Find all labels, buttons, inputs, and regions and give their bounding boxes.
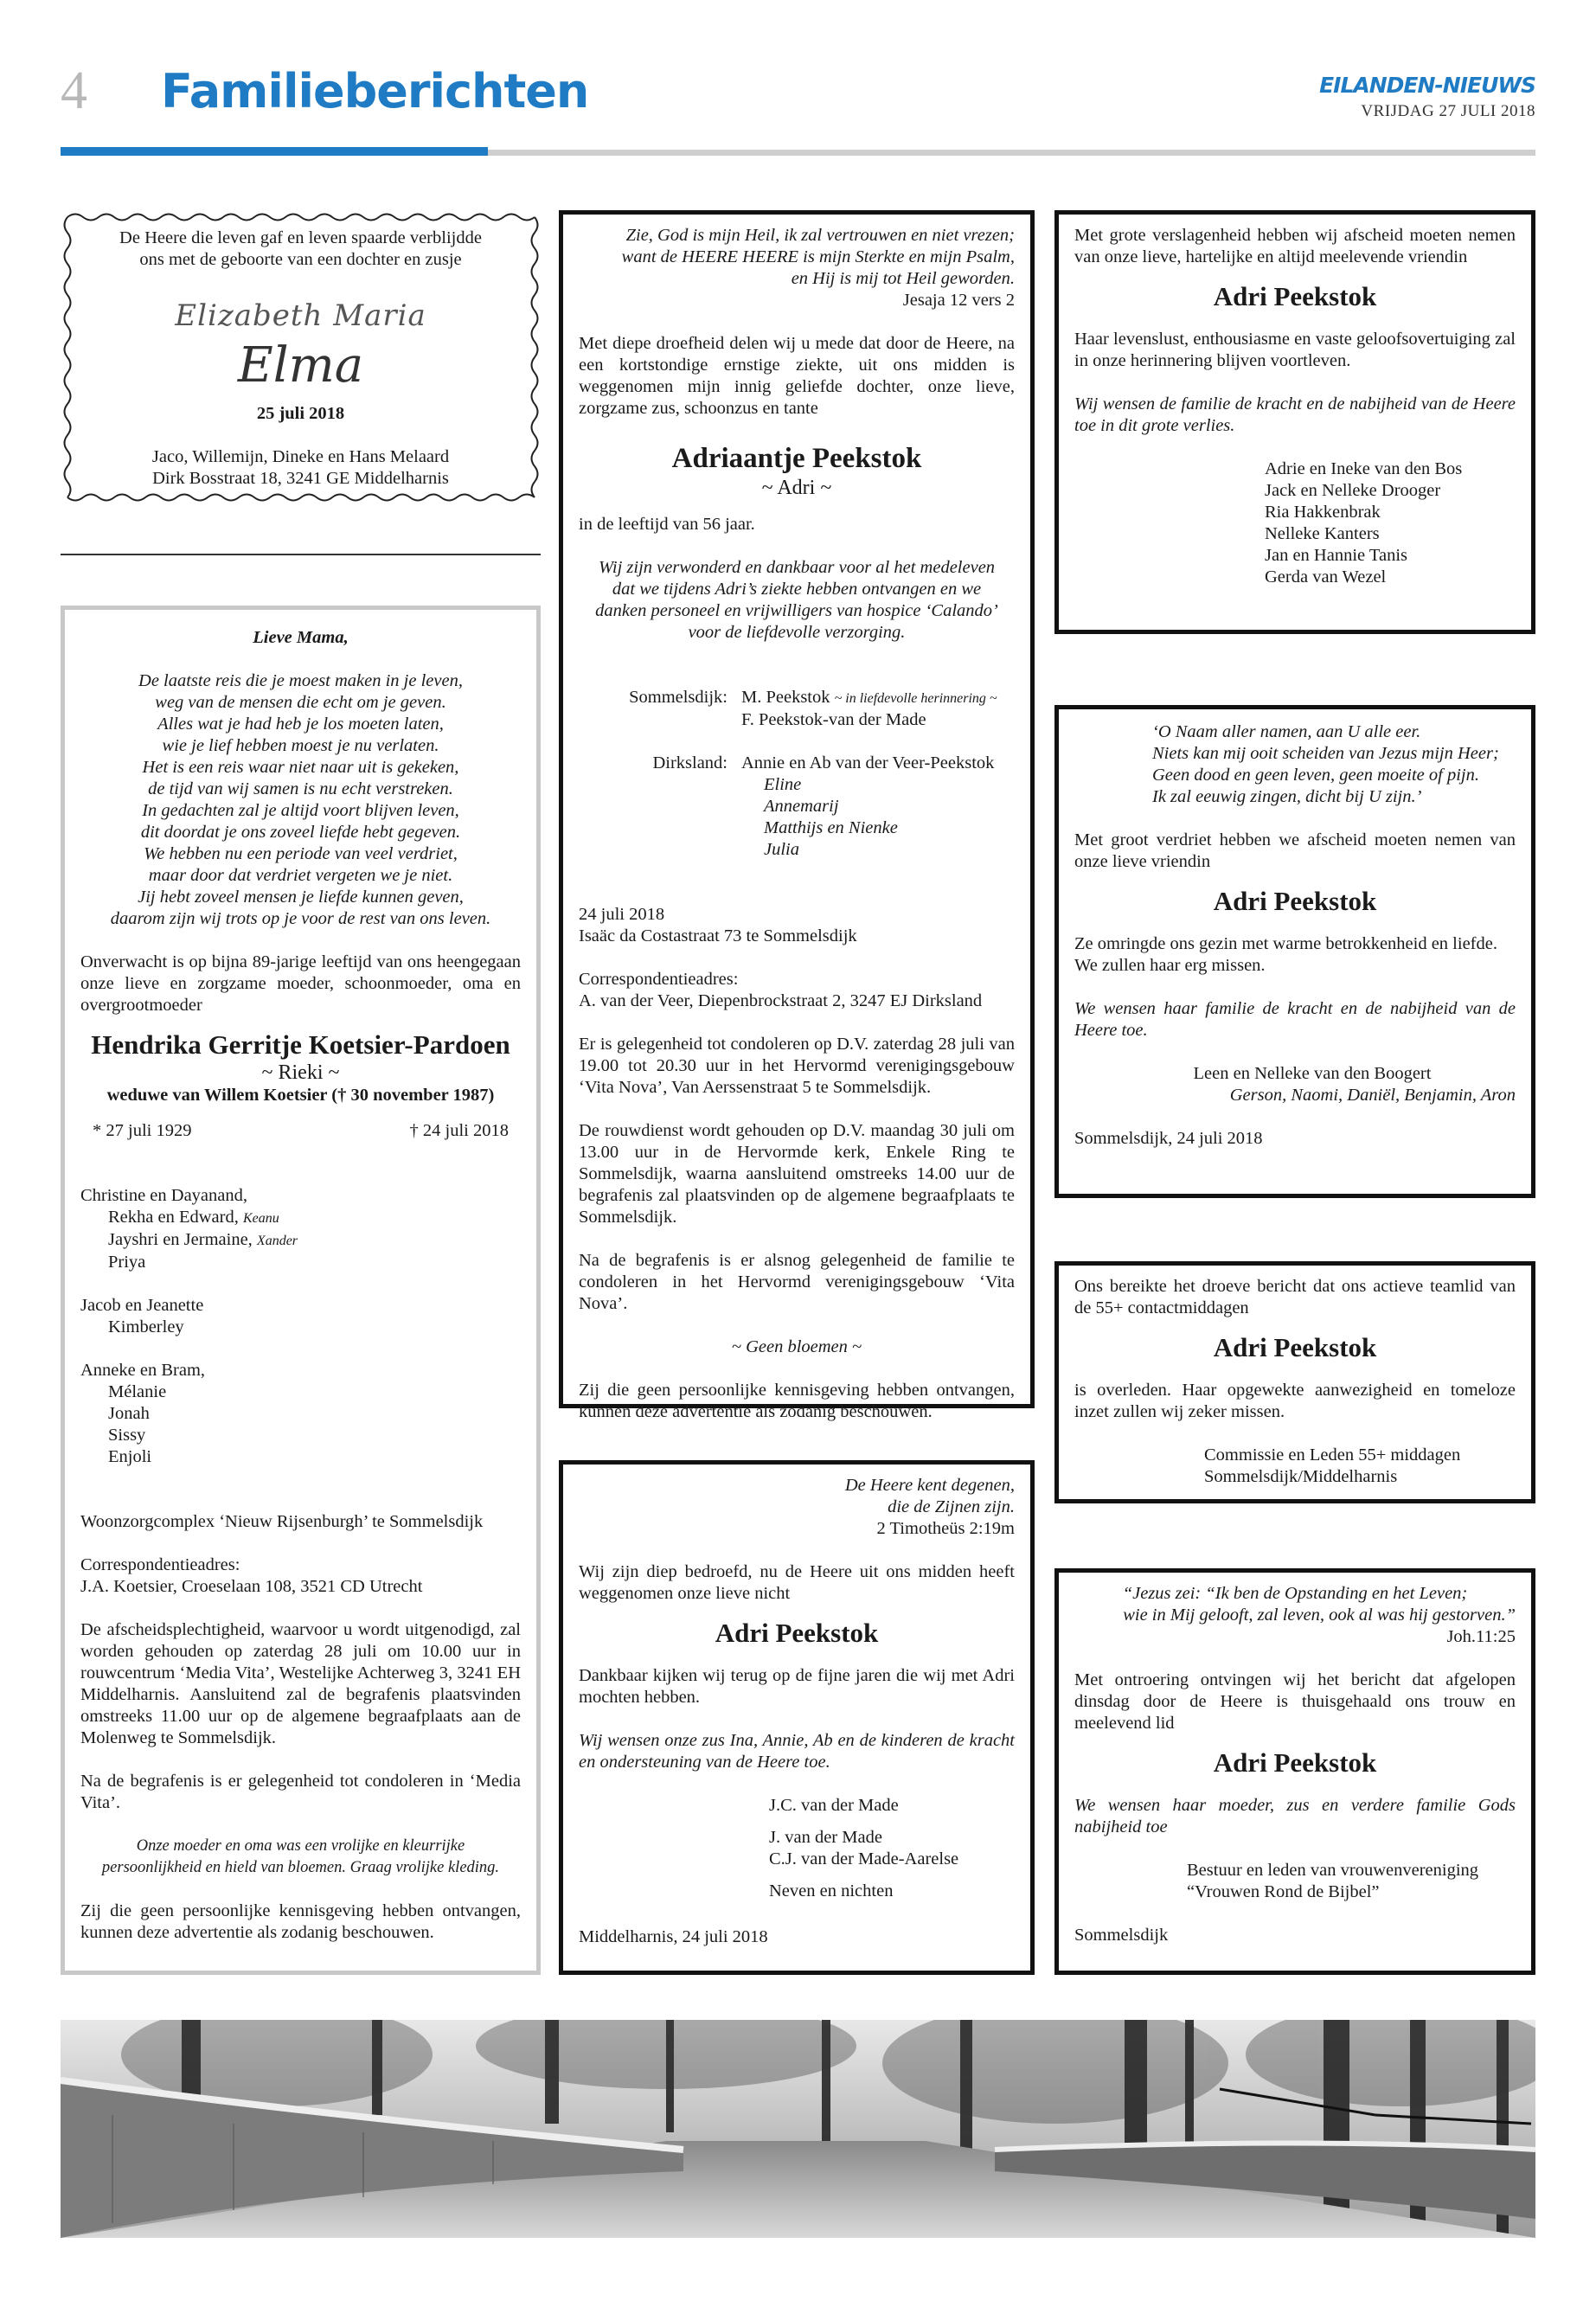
- family-line: Julia: [764, 840, 799, 859]
- newspaper-logo: EILANDEN-NIEUWS: [1319, 73, 1535, 98]
- death-date: † 24 juli 2018: [409, 1121, 509, 1140]
- verse-line: Niets kan mij ooit scheiden van Jezus mijn Heer;: [1152, 744, 1499, 763]
- koetsier-family: [80, 1185, 521, 1468]
- issue-date: VRIJDAG 27 JULI 2018: [1361, 102, 1535, 120]
- thanks-line: dat we tijdens Adri’s ziekte hebben ontvangen en we: [612, 580, 982, 599]
- adriaantje-condole: Er is gelegenheid tot condoleren op D.V. zaterdag 28 juli van 19.00 tot 20.30 uur in het Hervormd verenigingsgebouw ‘Vita Nova’, Van Aerssenstraat 5 te Sommelsdijk.: [579, 1035, 1015, 1097]
- signature-line: Leen en Nelleke van den Boogert: [1193, 1064, 1432, 1083]
- poem-line: daarom zijn wij trots op je voor de rest van ons leven.: [110, 909, 491, 928]
- obituary-peekstok-family: [559, 210, 1035, 1421]
- verse: [579, 1475, 1015, 1540]
- adriaantje-thanks: [579, 557, 1015, 644]
- forest-path-photo: [61, 2020, 1535, 2238]
- team-signatures: [1074, 1445, 1516, 1488]
- adriaantje-nickname: ~ Adri ~: [761, 477, 832, 499]
- women-announcement: Met ontroering ontvingen wij het bericht dat afgelopen dinsdag door de Heere is thuisgehaald ons trouw en meelevend lid: [1074, 1670, 1516, 1733]
- poem-line: De laatste reis die je moest maken in je leven,: [138, 671, 463, 690]
- family-line: Kimberley: [108, 1317, 184, 1336]
- family-line: Priya: [108, 1253, 146, 1272]
- adriaantje-corr-address: A. van der Veer, Diepenbrockstraat 2, 3247 EJ Dirksland: [579, 991, 983, 1010]
- adriaantje-flowers: ~ Geen bloemen ~: [731, 1337, 862, 1356]
- boogert-footer: Sommelsdijk, 24 juli 2018: [1074, 1129, 1263, 1148]
- obituary-van-der-made: [559, 1460, 1035, 1975]
- poem-line: Alles wat je had heb je los moeten laten,: [157, 715, 444, 734]
- verse-line: wie in Mij gelooft, zal leven, ook al was hij gestorven.”: [1123, 1606, 1516, 1625]
- adriaantje-announcement: Met diepe droefheid delen wij u mede dat door de Heere, na een kortstondige ernstige ziekte, uit ons midden is weggenomen mijn innig geliefde dochter, onze lieve, zorgzame zus, schoonzus en tante: [579, 334, 1015, 418]
- divider: [61, 554, 541, 555]
- baby-name-call: Elma: [237, 337, 364, 394]
- boogert-wish: We wensen haar familie de kracht en de nabijheid van de Heere toe.: [1074, 999, 1516, 1040]
- verse-line: want de HEERE HEERE is mijn Sterkte en mijn Psalm,: [621, 247, 1015, 266]
- verse: [579, 225, 1015, 311]
- team-text: is overleden. Haar opgewekte aanwezigheid en tomeloze inzet zullen wij zeker missen.: [1074, 1381, 1516, 1421]
- family-line: Christine en Dayanand,: [80, 1186, 247, 1205]
- boogert-announcement: Met groot verdriet hebben we afscheid moeten nemen van onze lieve vriendin: [1074, 830, 1516, 871]
- header-rule-accent: [61, 147, 488, 156]
- adriaantje-service: De rouwdienst wordt gehouden op D.V. maandag 30 juli om 13.00 uur in de Hervormde kerk, Enkele Ring te Sommelsdijk, waarna aansluitend omstreeks 14.00 uur de begrafenis zal plaatsvinden op de algemene begraafplaats te Sommelsdijk.: [579, 1121, 1015, 1227]
- signature-line: Commissie en Leden 55+ middagen: [1204, 1445, 1461, 1465]
- verse: [1074, 721, 1516, 808]
- koetsier-closing: Zij die geen persoonlijke kennisgeving hebben ontvangen, kunnen deze advertentie als zodanig beschouwen.: [80, 1901, 521, 1942]
- signature-line: Bestuur en leden van vrouwenvereniging: [1187, 1861, 1479, 1880]
- poem-line: In gedachten zal je altijd voort blijven leven,: [142, 801, 459, 820]
- friends-name: Adri Peekstok: [1213, 281, 1377, 311]
- family-line: Mélanie: [108, 1382, 167, 1401]
- birth-date: 25 juli 2018: [256, 404, 345, 423]
- poem-line: Jij hebt zoveel mensen je liefde kunnen geven,: [138, 888, 464, 907]
- poem-line: We hebben nu een periode van veel verdriet,: [144, 844, 458, 863]
- koetsier-location: Woonzorgcomplex ‘Nieuw Rijsenburgh’ te Sommelsdijk: [80, 1512, 484, 1531]
- adriaantje-name: Adriaantje Peekstok: [671, 443, 922, 474]
- family-line: F. Peekstok-van der Made: [741, 710, 926, 729]
- family-line: Rekha en Edward, Keanu: [108, 1208, 279, 1227]
- adriaantje-corr-label: Correspondentieadres:: [579, 970, 739, 989]
- koetsier-note: [80, 1836, 521, 1879]
- verse-line: Ik zal eeuwig zingen, dicht bij U zijn.’: [1152, 787, 1422, 806]
- poem-line: maar door dat verdriet vergeten we je niet.: [148, 866, 453, 885]
- obituary-boogert: [1054, 705, 1535, 1198]
- signature-line: Ria Hakkenbrak: [1265, 503, 1381, 522]
- koetsier-nickname: ~ Rieki ~: [261, 1061, 340, 1084]
- verse-ref: 2 Timotheüs 2:19m: [876, 1519, 1015, 1538]
- baby-name-first: Elizabeth Maria: [175, 298, 426, 333]
- header-rule: [488, 150, 1535, 156]
- page-number: 4: [61, 61, 87, 120]
- koetsier-widow: weduwe van Willem Koetsier († 30 november 1987): [106, 1086, 495, 1105]
- koetsier-corr-label: Correspondentieadres:: [80, 1555, 240, 1574]
- verse-line: Geen dood en geen leven, geen moeite of pijn.: [1152, 766, 1479, 785]
- signature-line: Nelleke Kanters: [1265, 524, 1380, 543]
- birth-parents: Jaco, Willemijn, Dineke en Hans Melaard: [151, 447, 450, 466]
- family-line: Jacob en Jeanette: [80, 1296, 204, 1315]
- family-place: Dirksland:: [652, 753, 727, 772]
- vandermade-wish: Wij wensen onze zus Ina, Annie, Ab en de kinderen de kracht en ondersteuning van de Heere toe.: [579, 1731, 1015, 1772]
- adriaantje-age: in de leeftijd van 56 jaar.: [579, 515, 755, 534]
- signature-line: Gerson, Naomi, Daniël, Benjamin, Aron: [1229, 1086, 1516, 1105]
- birth-intro-2: ons met de geboorte van een dochter en zusje: [139, 250, 462, 269]
- obituary-team: [1054, 1261, 1535, 1503]
- signature-line: J.C. van der Made: [769, 1796, 899, 1815]
- poem-line: de tijd van wij samen is nu echt verstreken.: [148, 779, 453, 798]
- koetsier-corr-address: J.A. Koetsier, Croeselaan 108, 3521 CD Utrecht: [80, 1577, 423, 1596]
- obituary-koetsier: [61, 606, 541, 1975]
- family-line: Jonah: [108, 1404, 150, 1423]
- thanks-line: Wij zijn verwonderd en dankbaar voor al het medeleven: [598, 558, 996, 577]
- section-title: Familieberichten: [161, 64, 589, 119]
- poem-line: wie je lief hebben moest je nu verlaten.: [162, 736, 439, 755]
- signature-line: Gerda van Wezel: [1265, 567, 1387, 586]
- family-line: Eline: [764, 775, 802, 794]
- boogert-text-1: Ze omringde ons gezin met warme betrokkenheid en liefde.: [1074, 934, 1497, 953]
- birth-intro-1: De Heere die leven gaf en leven spaarde verblijdde: [119, 228, 482, 247]
- note-line: persoonlijkheid en hield van bloemen. Graag vrolijke kleding.: [101, 1859, 500, 1876]
- birth-date: * 27 juli 1929: [93, 1121, 192, 1140]
- team-name: Adri Peekstok: [1213, 1332, 1377, 1362]
- koetsier-heading: Lieve Mama,: [253, 628, 349, 647]
- adriaantje-family: [579, 687, 1015, 861]
- koetsier-dates: [80, 1120, 521, 1142]
- note-line: Onze moeder en oma was een vrolijke en kleurrijke: [136, 1837, 465, 1855]
- koetsier-poem: [80, 670, 521, 930]
- adriaantje-date: 24 juli 2018: [579, 905, 665, 924]
- koetsier-condole: Na de begrafenis is er gelegenheid tot condoleren in ‘Media Vita’.: [80, 1772, 521, 1812]
- verse-line: die de Zijnen zijn.: [888, 1497, 1015, 1516]
- family-line: Jayshri en Jermaine, Xander: [108, 1230, 298, 1249]
- boogert-text-2: We zullen haar erg missen.: [1074, 956, 1266, 975]
- boogert-name: Adri Peekstok: [1213, 886, 1377, 916]
- photo-illustration: [61, 2020, 1535, 2238]
- adriaantje-closing: Zij die geen persoonlijke kennisgeving hebben ontvangen, kunnen deze advertentie als zodanig beschouwen.: [579, 1381, 1015, 1421]
- family-line: Enjoli: [108, 1447, 152, 1466]
- family-line: M. Peekstok ~ in liefdevolle herinnering ~: [741, 688, 997, 707]
- family-line: Sissy: [108, 1426, 146, 1445]
- verse: [1074, 1583, 1516, 1648]
- verse-line: “Jezus zei: “Ik ben de Opstanding en het Leven;: [1122, 1584, 1468, 1603]
- poem-line: weg van de mensen die echt om je geven.: [155, 693, 446, 712]
- signature-line: Jan en Hannie Tanis: [1265, 546, 1407, 565]
- family-line: Anneke en Bram,: [80, 1361, 206, 1380]
- poem-line: dit doordat je ons zoveel liefde hebt gegeven.: [140, 823, 461, 842]
- signature-line: J. van der Made: [769, 1828, 882, 1847]
- vandermade-announcement: Wij zijn diep bedroefd, nu de Heere uit ons midden heeft weggenomen onze lieve nicht: [579, 1562, 1015, 1603]
- friends-announcement: Met grote verslagenheid hebben wij afscheid moeten nemen van onze lieve, hartelijke en altijd meelevende vriendin: [1074, 226, 1516, 266]
- birth-announcement: [61, 210, 541, 504]
- thanks-line: danken personeel en vrijwilligers van hospice ‘Calando’: [595, 601, 998, 620]
- family-line: Annie en Ab van der Veer-Peekstok: [741, 753, 995, 772]
- team-announcement: Ons bereikte het droeve bericht dat ons actieve teamlid van de 55+ contactmiddagen: [1074, 1277, 1516, 1317]
- verse-line: en Hij is mij tot Heil geworden.: [791, 269, 1015, 288]
- signature-line: Adrie en Ineke van den Bos: [1265, 459, 1463, 478]
- obituary-vrouwenvereniging: [1054, 1568, 1535, 1975]
- vandermade-footer: Middelharnis, 24 juli 2018: [579, 1927, 768, 1946]
- vandermade-signatures: [579, 1795, 1015, 1902]
- women-signatures: [1074, 1860, 1516, 1903]
- family-line: Annemarij: [764, 797, 839, 816]
- women-wish: We wensen haar moeder, zus en verdere familie Gods nabijheid toe: [1074, 1796, 1516, 1836]
- thanks-line: voor de liefdevolle verzorging.: [688, 623, 906, 642]
- signature-line: “Vrouwen Rond de Bijbel”: [1187, 1882, 1380, 1901]
- verse-line: De Heere kent degenen,: [844, 1476, 1015, 1495]
- signature-line: Neven en nichten: [769, 1881, 894, 1900]
- signature-line: Sommelsdijk/Middelharnis: [1204, 1467, 1398, 1486]
- verse-line: ‘O Naam aller namen, aan U alle eer.: [1152, 722, 1421, 741]
- koetsier-service: De afscheidsplechtigheid, waarvoor u wordt uitgenodigd, zal worden gehouden op zaterdag 28 juli om 10.00 uur in rouwcentrum ‘Media Vita’, Westelijke Achterweg 3, 3241 EH Middelharnis. Aansluitend zal de begrafenis plaatsvinden omstreeks 11.00 uur op de algemene begraafplaats aan de Molenweg te Sommelsdijk.: [80, 1620, 521, 1747]
- koetsier-name: Hendrika Gerritje Koetsier-Pardoen: [91, 1029, 510, 1060]
- signature-line: Jack en Nelleke Drooger: [1265, 481, 1441, 500]
- adriaantje-address: Isaäc da Costastraat 73 te Sommelsdijk: [579, 926, 857, 945]
- friends-signatures: [1074, 458, 1516, 588]
- adriaantje-after: Na de begrafenis is er alsnog gelegenheid de familie te condoleren in het Hervormd verenigingsgebouw ‘Vita Nova’.: [579, 1251, 1015, 1313]
- birth-address: Dirk Bosstraat 18, 3241 GE Middelharnis: [152, 469, 449, 488]
- obituary-friends: [1054, 210, 1535, 634]
- family-line: Matthijs en Nienke: [764, 818, 898, 837]
- koetsier-announcement: Onverwacht is op bijna 89-jarige leeftijd van ons heengegaan onze lieve en zorgzame moeder, schoonmoeder, oma en overgrootmoeder: [80, 952, 521, 1015]
- friends-wish: Wij wensen de familie de kracht en de nabijheid van de Heere toe in dit grote verlies.: [1074, 394, 1516, 435]
- friends-text: Haar levenslust, enthousiasme en vaste geloofsovertuiging zal in onze herinnering blijven voortleven.: [1074, 330, 1516, 370]
- women-name: Adri Peekstok: [1213, 1747, 1377, 1778]
- verse-ref: Jesaja 12 vers 2: [902, 291, 1015, 310]
- family-place: Sommelsdijk:: [629, 688, 727, 707]
- vandermade-grateful: Dankbaar kijken wij terug op de fijne jaren die wij met Adri mochten hebben.: [579, 1666, 1015, 1707]
- signature-line: C.J. van der Made-Aarelse: [769, 1849, 959, 1868]
- poem-line: Het is een reis waar niet naar uit is gekeken,: [142, 758, 459, 777]
- women-footer: Sommelsdijk: [1074, 1926, 1169, 1945]
- verse-line: Zie, God is mijn Heil, ik zal vertrouwen en niet vrezen;: [625, 226, 1015, 245]
- verse-ref: Joh.11:25: [1446, 1627, 1516, 1646]
- vandermade-name: Adri Peekstok: [715, 1618, 879, 1648]
